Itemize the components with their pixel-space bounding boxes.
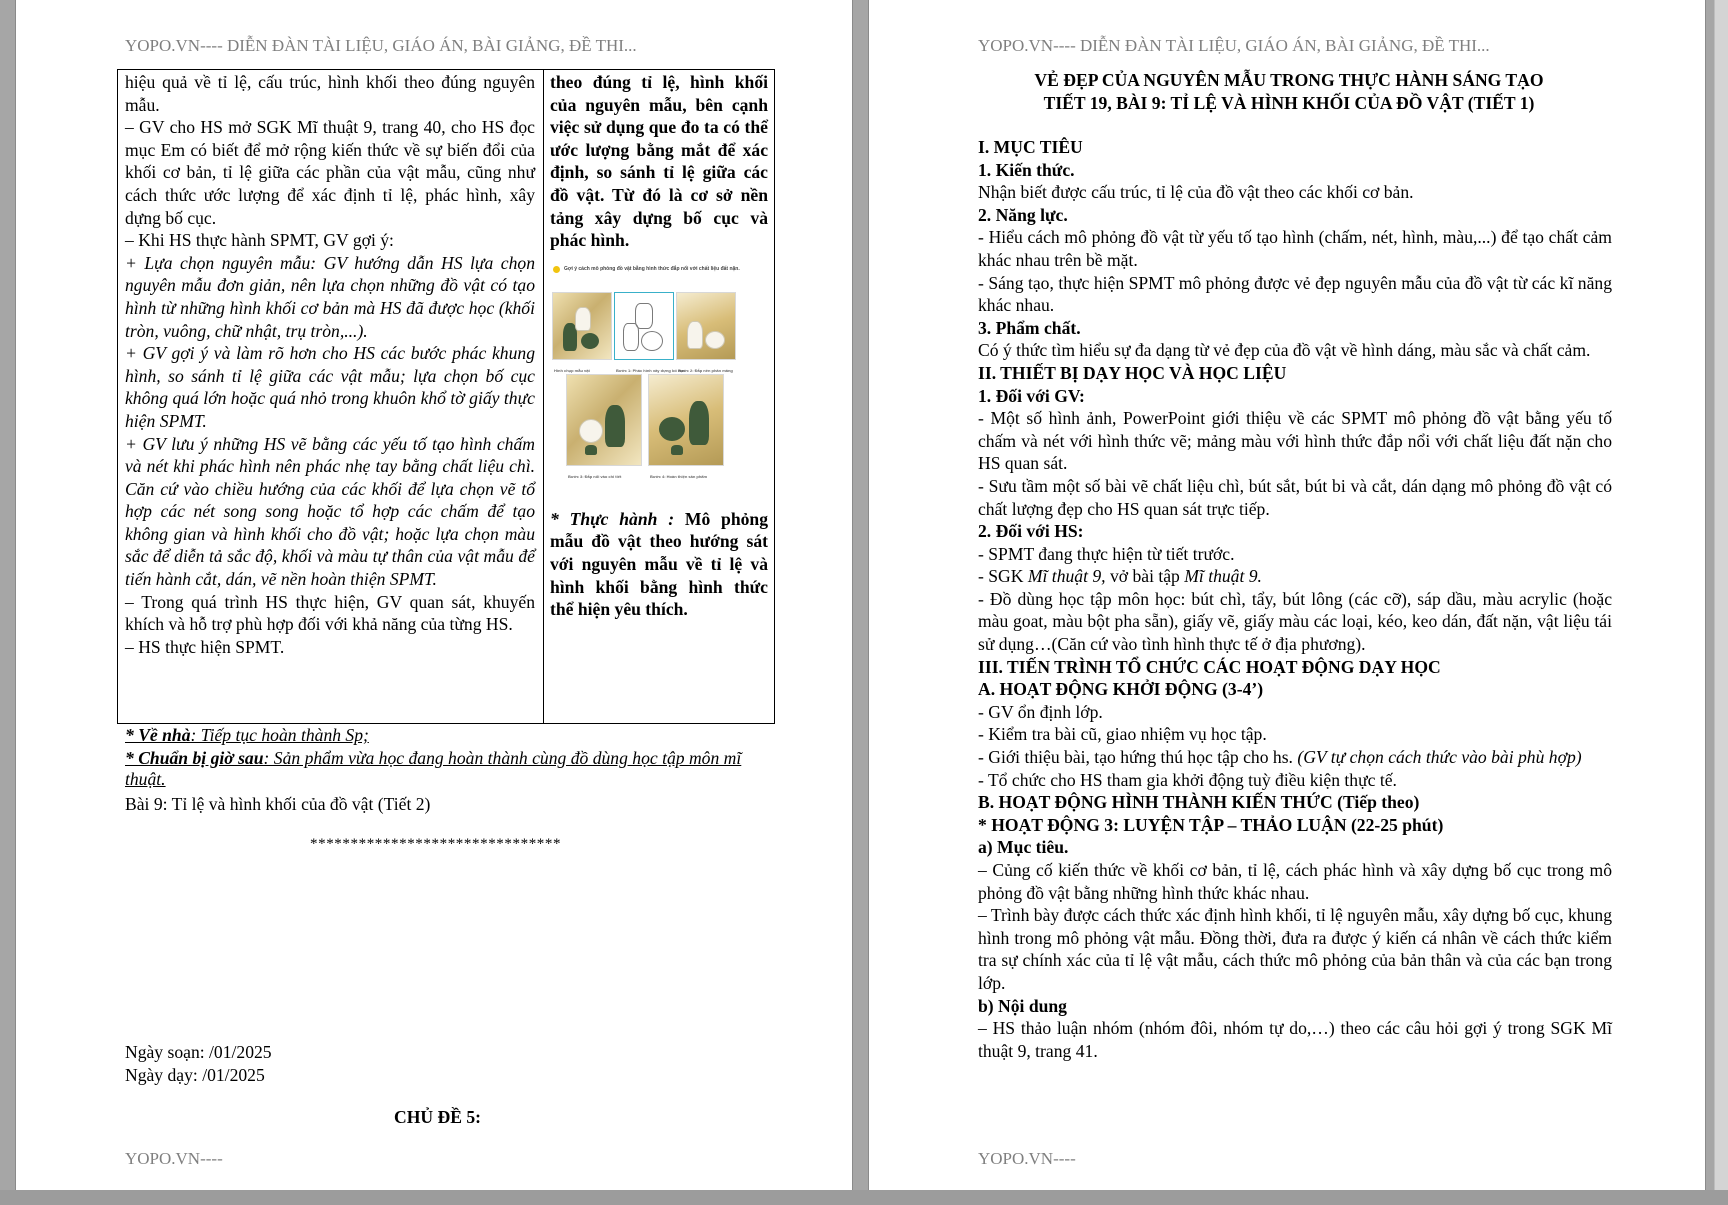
figure-step-label: Bước 3: Đắp nổi vào chi tiết [568, 473, 622, 479]
paragraph: - Giới thiệu bài, tạo hứng thú học tập cho hs. (GV tự chọn cách thức vào bài phù hợp) [978, 747, 1582, 768]
figure-step-label: Bước 4: Hoàn thiện sản phẩm [650, 473, 708, 479]
paragraph: – HS thực hiện SPMT. [125, 636, 285, 657]
figure-photo-step3 [566, 374, 642, 466]
bullet-icon [553, 266, 560, 273]
activity-heading: A. HOẠT ĐỘNG KHỞI ĐỘNG (3-4’) [978, 679, 1264, 700]
figure-step-label: Bước 2: Đắp nền phân mảng [678, 367, 733, 373]
paragraph: – Trình bày được cách thức xác định hình khối, tỉ lệ nguyên mẫu, xây dựng bố cục, khung hình trong mô phỏng vật mẫu. Đồng thời, đưa ra được ý kiến cá nhân về cách thức kiểm tra sự chính xác của tỉ lệ vật mẫu, cách thức mô phỏng của bản thân và của các bạn trong lớp. [978, 905, 1612, 993]
figure-step-label: Bước 1: Phác hình xây dựng bố cục [616, 367, 685, 373]
practice-text: Mô phỏng mẫu đồ vật theo hướng sát với nguyên mẫu về tỉ lệ và hình khối bằng hình thức thể hiện yêu thích. [550, 508, 768, 620]
date-taught: Ngày dạy: /01/2025 [125, 1065, 265, 1085]
horizontal-scrollbar[interactable] [0, 1190, 1728, 1205]
paragraph: – GV cho HS mở SGK Mĩ thuật 9, trang 40, cho HS đọc mục Em có biết để mở rộng kiến thức về sự biến đổi của khối cơ bản, tỉ lệ giữa các phần của vật mẫu, cũng như cách thức ước lượng để xác định tỉ lệ, phác hình, xây dựng bố cục. [125, 117, 535, 228]
paragraph: Có ý thức tìm hiểu sự đa dạng từ vẻ đẹp của đồ vật về hình dáng, màu sắc và chất cảm. [978, 340, 1591, 361]
section-heading: II. THIẾT BỊ DẠY HỌC VÀ HỌC LIỆU [978, 362, 1287, 383]
activity-heading: B. HOẠT ĐỘNG HÌNH THÀNH KIẾN THỨC (Tiếp theo) [978, 792, 1420, 813]
paragraph: – Củng cố kiến thức về khối cơ bản, tỉ lệ, cách phác hình và xây dựng bố cục trong mô phỏng đồ vật bằng những hình thức khác nhau. [978, 860, 1612, 903]
practice-label: * Thực hành : [550, 508, 675, 529]
vertical-scrollbar[interactable] [1714, 0, 1728, 1205]
paragraph: + Lựa chọn nguyên mẫu: GV hướng dẫn HS lựa chọn nguyên mẫu đơn giản, nên lựa chọn những đồ vật có tạo hình từ những hình khối cơ bản mà HS đã được học (khối tròn, vuông, chữ nhật, trụ tròn,...). [125, 252, 535, 341]
date-block [125, 1041, 272, 1087]
sub-heading: 3. Phẩm chất. [978, 317, 1081, 338]
page-header: YOPO.VN---- DIỄN ĐÀN TÀI LIỆU, GIÁO ÁN, BÀI GIẢNG, ĐỀ THI... [978, 36, 1490, 55]
sub-heading: a) Mục tiêu. [978, 837, 1069, 858]
paragraph: – Khi HS thực hành SPMT, GV gợi ý: [125, 230, 394, 251]
prepare-line [125, 748, 765, 790]
prepare-text: : Sản phẩm vừa học đang hoàn thành cùng đồ dùng học tập môn mĩ thuật. [125, 748, 742, 789]
paragraph: – HS thảo luận nhóm (nhóm đôi, nhóm tự do,…) theo các câu hỏi gợi ý trong SGK Mĩ thuật 9, trang 41. [978, 1018, 1612, 1061]
figure-step-label: Hình chụp mẫu vật [554, 367, 590, 373]
page-footer: YOPO.VN---- [125, 1149, 223, 1168]
prepare-label: * Chuẩn bị giờ sau [125, 748, 264, 768]
sub-heading: 2. Năng lực. [978, 204, 1068, 225]
section-heading: III. TIẾN TRÌNH TỔ CHỨC CÁC HOẠT ĐỘNG DẠY HỌC [978, 656, 1441, 677]
figure-photo-step2 [676, 292, 736, 360]
page-header: YOPO.VN---- DIỄN ĐÀN TÀI LIỆU, GIÁO ÁN, BÀI GIẢNG, ĐỀ THI... [125, 36, 637, 55]
table-cell-teacher-activity [125, 71, 535, 658]
paragraph: theo đúng tỉ lệ, hình khối của nguyên mẫu, bên cạnh việc sử dụng que đo ta có thể ước lượng bằng mắt để xác định, so sánh tỉ lệ giữa các đồ vật. Từ đó là cơ sở nền tảng xây dựng bố cục và phác hình. [550, 72, 768, 251]
lesson-table [117, 69, 775, 724]
paragraph-practice [550, 508, 768, 621]
paragraph: + GV gợi ý và làm rõ hơn cho HS các bước phác khung hình, so sánh tỉ lệ giữa các vật mẫu; lựa chọn bố cục không quá lớn hoặc quá nhỏ trong khuôn khổ tờ giấy thực hiện SPMT. [125, 343, 535, 431]
paragraph: - Kiểm tra bài cũ, giao nhiệm vụ học tập. [978, 724, 1267, 745]
separator-stars: ******************************* [310, 836, 562, 852]
homework-text: : Tiếp tục hoàn thành Sp; [190, 725, 369, 745]
paragraph: - GV ổn định lớp. [978, 701, 1103, 722]
paragraph: - Hiểu cách mô phỏng đồ vật từ yếu tố tạo hình (chấm, nét, hình, màu,...) để tạo chất cảm khác nhau trên bề mặt. [978, 227, 1612, 270]
paragraph: - Sáng tạo, thực hiện SPMT mô phỏng được vẻ đẹp nguyên mẫu của đồ vật từ các kĩ năng khác nhau. [978, 272, 1612, 316]
figure-sketch-step1 [614, 292, 674, 360]
sub-heading: 1. Kiến thức. [978, 159, 1075, 180]
table-column-divider [543, 70, 544, 723]
section-heading: I. MỤC TIÊU [978, 137, 1083, 157]
paragraph: – Trong quá trình HS thực hiện, GV quan sát, khuyến khích và hỗ trợ phù hợp đối với khả năng của từng HS. [125, 591, 535, 635]
activity-heading: * HOẠT ĐỘNG 3: LUYỆN TẬP – THẢO LUẬN (22-25 phút) [978, 814, 1444, 835]
lesson-title-line: VẺ ĐẸP CỦA NGUYÊN MẪU TRONG THỰC HÀNH SÁNG TẠO [1034, 70, 1544, 90]
paragraph: - SGK Mĩ thuật 9, vở bài tập Mĩ thuật 9. [978, 566, 1262, 587]
figure-photo-step4 [648, 374, 724, 466]
paragraph: Nhận biết được cấu trúc, tỉ lệ của đồ vật theo các khối cơ bản. [978, 182, 1414, 203]
page-footer: YOPO.VN---- [978, 1149, 1076, 1168]
page-left [16, 0, 852, 1190]
figure-caption: Gợi ý cách mô phỏng đồ vật bằng hình thức đắp nổi với chất liệu đất nặn. [550, 266, 758, 272]
paragraph: + GV lưu ý những HS vẽ bằng các yếu tố tạo hình chấm và nét khi phác hình nên phác nhẹ tay bằng chất liệu chì. Căn cứ vào chiều hướng của các khối để lựa chọn vẽ tổ hợp các nét song song hoặc tổ hợp các chấm để tạo không gian và hình khối cho đồ vật; hoặc lựa chọn màu sắc để diễn tả sắc độ, khối và màu tự thân của vật mẫu để tiến hành cắt, dán, vẽ nền hoàn thiện SPMT. [125, 433, 535, 590]
sub-heading: 2. Đối với HS: [978, 521, 1084, 542]
date-prepared: Ngày soạn: /01/2025 [125, 1042, 272, 1062]
sub-heading: 1. Đối với GV: [978, 385, 1085, 406]
paragraph: - Đồ dùng học tập môn học: bút chì, tẩy, bút lông (các cỡ), sáp dầu, màu acrylic (hoặc màu goat, màu bột pha sẵn), giấy vẽ, giấy màu các loại, kéo, keo dán, đất nặn, vật liệu tái sử dụng…(Căn cứ vào tình hình thực tế ở địa phương). [978, 588, 1612, 655]
next-lesson: Bài 9: Tỉ lệ và hình khối của đồ vật (Tiết 2) [125, 794, 431, 814]
homework-line [125, 725, 765, 746]
paragraph: hiệu quả về tỉ lệ, cấu trúc, hình khối theo đúng nguyên mẫu. [125, 72, 535, 115]
paragraph: - SPMT đang thực hiện từ tiết trước. [978, 543, 1235, 564]
sub-heading: b) Nội dung [978, 995, 1067, 1016]
page-right [869, 0, 1705, 1190]
lesson-title [949, 69, 1629, 115]
paragraph: - Sưu tầm một số bài vẽ chất liệu chì, bút sắt, bút bi và cắt, dán dạng mô phỏng đồ vật có chất lượng đẹp cho HS quan sát trực tiếp. [978, 475, 1612, 519]
paragraph: - Tổ chức cho HS tham gia khởi động tuỳ điều kiện thực tế. [978, 769, 1397, 790]
topic-heading: CHỦ ĐỀ 5: [394, 1107, 481, 1127]
textbook-figure [550, 266, 758, 502]
lesson-body [978, 136, 1612, 1062]
lesson-title-line: TIẾT 19, BÀI 9: TỈ LỆ VÀ HÌNH KHỐI CỦA ĐỒ VẬT (TIẾT 1) [1043, 93, 1535, 113]
figure-photo-model [552, 292, 612, 360]
paragraph: - Một số hình ảnh, PowerPoint giới thiệu về các SPMT mô phỏng đồ vật bằng yếu tố chấm và nét với hình thức vẽ; mảng màu với hình thức đắp nổi với chất liệu đất nặn cho HS quan sát. [978, 408, 1612, 474]
table-cell-expected-result [550, 71, 768, 621]
homework-label: * Về nhà [125, 725, 191, 745]
